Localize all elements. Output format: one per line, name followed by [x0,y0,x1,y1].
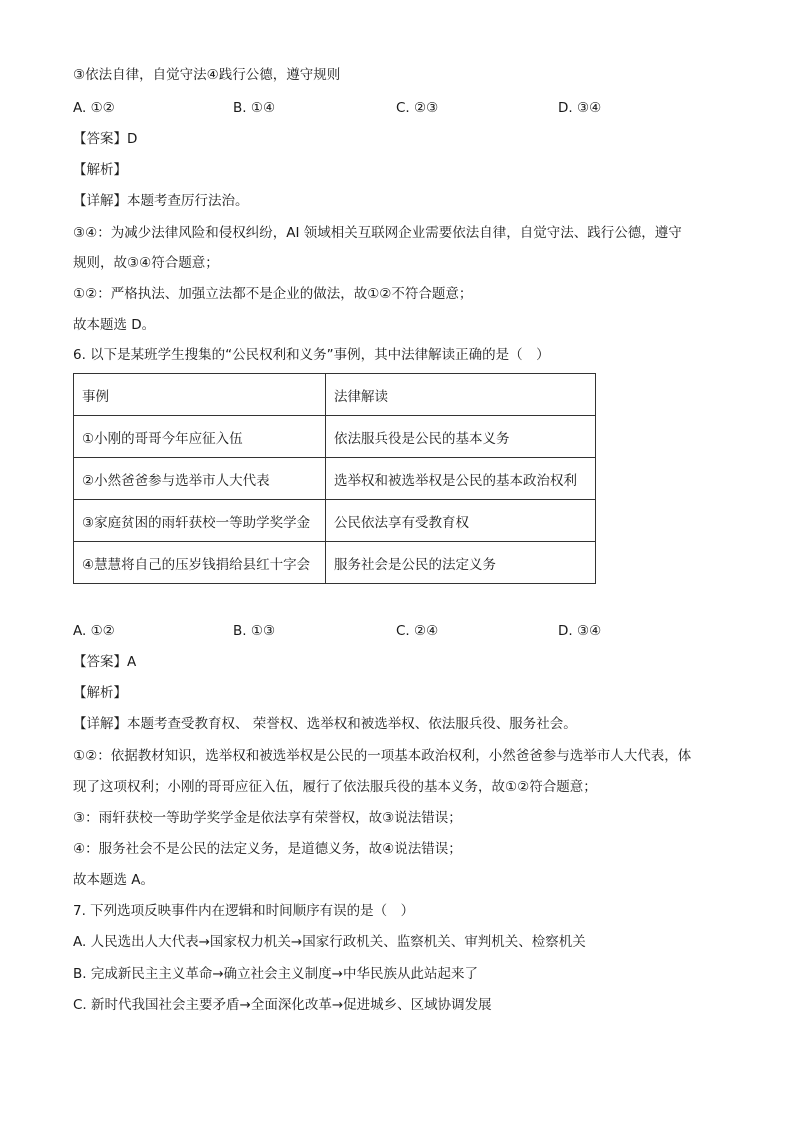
table-cell: 公民依法享有受教育权 [326,500,596,542]
q5-choice-d: D. ③④ [558,100,602,116]
table-cell: ④慧慧将自己的压岁钱捐给县红十字会 [74,542,326,584]
table-cell: 依法服兵役是公民的基本义务 [326,416,596,458]
q6-table [73,373,596,584]
q5-option-line: ③依法自律，自觉守法④践行公德，遵守规则 [73,67,341,83]
table-cell: ③家庭贫困的雨轩获校一等助学奖学金 [74,500,326,542]
q5-explanation-1a: ③④：为减少法律风险和侵权纠纷，AI 领域相关互联网企业需要依法自律，自觉守法、践行公德，遵守 [73,225,682,241]
table-cell: 选举权和被选举权是公民的基本政治权利 [326,458,596,500]
q6-choice-c: C. ②④ [396,623,439,639]
q5-choice-b: B. ①④ [233,100,276,116]
q6-answer: 【答案】A [73,654,137,670]
table-cell: 服务社会是公民的法定义务 [326,542,596,584]
q6-choice-a: A. ①② [73,623,115,639]
table-row [74,500,596,542]
q6-explanation-1b: 现了这项权利；小刚的哥哥应征入伍，履行了依法服兵役的基本义务，故①②符合题意； [73,779,597,795]
q6-analysis-label: 【解析】 [73,685,127,701]
q6-choice-b: B. ①③ [233,623,276,639]
q6-explanation-3: ④：服务社会不是公民的法定义务，是道德义务，故④说法错误； [73,841,462,857]
q6-stem: 6. 以下是某班学生搜集的“公民权利和义务”事例，其中法律解读正确的是（ ） [73,347,550,363]
table-row [74,542,596,584]
q5-analysis-label: 【解析】 [73,162,127,178]
table-header-cell: 事例 [74,374,326,416]
q5-choices [73,98,713,118]
q7-option-b: B. 完成新民主主义革命→确立社会主义制度→中华民族从此站起来了 [73,966,478,982]
table-cell: ①小刚的哥哥今年应征入伍 [74,416,326,458]
q6-explanation-1a: ①②：依据教材知识，选举权和被选举权是公民的一项基本政治权利，小然爸爸参与选举市人大代表，体 [73,748,692,764]
q5-conclusion: 故本题选 D。 [73,317,156,333]
q6-choice-d: D. ③④ [558,623,602,639]
q5-explanation-2: ①②：严格执法、加强立法都不是企业的做法，故①②不符合题意； [73,286,473,302]
q5-explanation-1b: 规则，故③④符合题意； [73,255,219,271]
q7-option-a: A. 人民选出人大代表→国家权力机关→国家行政机关、监察机关、审判机关、检察机关 [73,934,586,950]
table-header-row [74,374,596,416]
q5-answer: 【答案】D [73,131,138,147]
q7-option-c: C. 新时代我国社会主要矛盾→全面深化改革→促进城乡、区域协调发展 [73,997,492,1013]
table-row [74,458,596,500]
table-row [74,416,596,458]
q5-choice-a: A. ①② [73,100,115,116]
table-cell: ②小然爸爸参与选举市人大代表 [74,458,326,500]
q7-stem: 7. 下列选项反映事件内在逻辑和时间顺序有误的是（ ） [73,903,415,919]
table-header-cell: 法律解读 [326,374,596,416]
q5-detail: 【详解】本题考查厉行法治。 [73,193,249,209]
q6-explanation-2: ③：雨轩获校一等助学奖学金是依法享有荣誉权，故③说法错误； [73,810,462,826]
q6-conclusion: 故本题选 A。 [73,872,155,888]
q5-choice-c: C. ②③ [396,100,439,116]
q6-detail: 【详解】本题考查受教育权、 荣誉权、选举权和被选举权、依法服兵役、服务社会。 [73,716,577,732]
q6-choices [73,621,713,641]
